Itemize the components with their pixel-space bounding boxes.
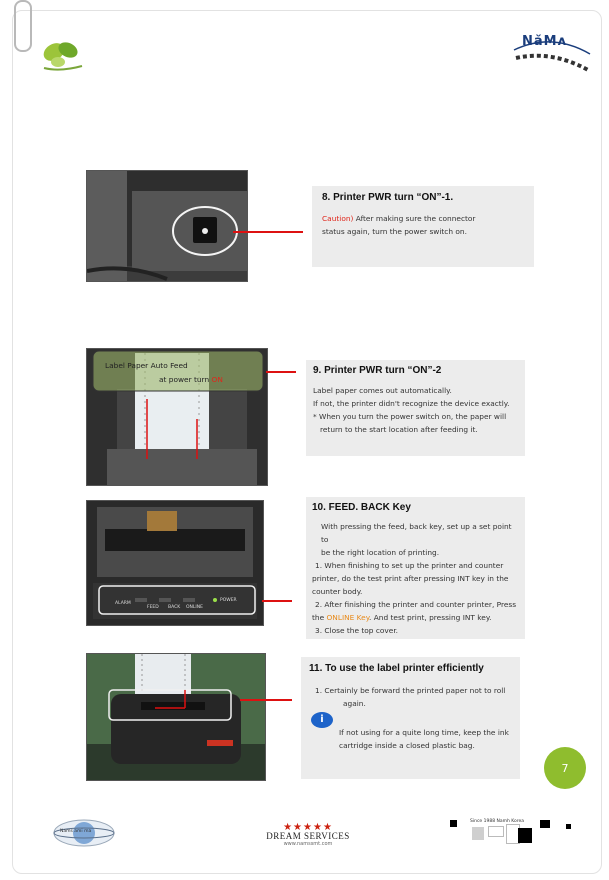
section-9-box xyxy=(306,360,525,456)
footer-square xyxy=(518,828,532,843)
company-logo xyxy=(512,28,592,78)
section-11-info2: cartridge inside a closed plastic bag. xyxy=(339,741,475,750)
panel-online: ONLINE xyxy=(186,605,203,610)
footer-square xyxy=(472,827,484,840)
footer-left-text: Nams ami ma xyxy=(60,829,92,834)
section-8-box xyxy=(312,186,534,267)
feed-back-key-photo xyxy=(86,500,264,626)
section-11-item1-1: 1. Certainly be forward the printed paper not to roll xyxy=(315,686,506,695)
footer-square xyxy=(450,820,457,827)
section-10-item1-3: counter body. xyxy=(312,587,363,596)
power-switch-photo xyxy=(86,170,248,282)
info-icon: i xyxy=(311,712,333,728)
section-9-line2: If not, the printer didn't recognize the device exactly. xyxy=(313,399,510,408)
overlay-line1: Label Paper Auto Feed xyxy=(105,361,188,370)
section-10-item3: 3. Close the top cover. xyxy=(315,626,399,635)
online-key-text: ONLINE Key xyxy=(326,613,370,622)
butterfly-icon xyxy=(40,38,86,82)
logo-text: NăMʌ xyxy=(522,34,568,49)
section-10-item1-2: printer, do the test print after pressing INT key in the xyxy=(312,574,509,583)
section-9-note2: return to the start location after feeding it. xyxy=(320,425,478,434)
section-10-intro2: be the right location of printing. xyxy=(321,548,440,557)
caution-text: After making sure the connector xyxy=(353,214,476,223)
section-9-line1: Label paper comes out automatically. xyxy=(313,386,452,395)
section-10-intro1: With pressing the feed, back key, set up a set point to xyxy=(321,522,512,544)
footer-square xyxy=(566,824,571,829)
panel-alarm: ALARM xyxy=(115,601,131,606)
caution-label: Caution) xyxy=(322,214,354,223)
page-number: 7 xyxy=(544,747,586,789)
section-11-box xyxy=(301,657,520,779)
section-10-item2-pre: the xyxy=(312,613,327,622)
section-8-title: 8. Printer PWR turn “ON”-1. xyxy=(322,192,454,203)
section-10-item2-1: 2. After finishing the printer and counter printer, Press xyxy=(315,600,517,609)
paperclip-icon xyxy=(14,0,32,52)
pointer-arrow-8 xyxy=(233,231,303,233)
section-8-line2: status again, turn the power switch on. xyxy=(322,227,467,236)
section-9-title: 9. Printer PWR turn “ON”-2 xyxy=(313,365,442,376)
pointer-arrow-9 xyxy=(266,371,296,373)
pointer-arrow-11 xyxy=(240,699,292,701)
footer-square xyxy=(540,820,550,828)
footer-since: Since 1988 Namh Korea xyxy=(470,819,525,824)
footer-square xyxy=(488,826,504,837)
label-printer-photo xyxy=(86,653,266,781)
panel-power: POWER xyxy=(220,598,237,603)
section-11-info1: If not using for a quite long time, keep the ink xyxy=(339,728,509,737)
footer-url: www.namssmt.com xyxy=(283,841,333,847)
section-10-item2-post: . And test print, pressing INT key. xyxy=(369,613,492,622)
section-11-item1-2: again. xyxy=(343,699,366,708)
panel-back: BACK xyxy=(168,605,181,610)
footer-stars: ★★★★★ xyxy=(283,822,333,833)
pointer-arrow-10 xyxy=(262,600,292,602)
section-10-title: 10. FEED. BACK Key xyxy=(312,502,411,513)
section-10-box xyxy=(306,497,525,639)
overlay-on: ON xyxy=(211,375,223,384)
section-9-note1: * When you turn the power switch on, the paper will xyxy=(313,412,507,421)
footer-globe-logo xyxy=(52,818,116,852)
footer-brand xyxy=(258,822,358,847)
footer-dream-services: DREAM SERVICES xyxy=(266,831,350,841)
section-10-item1-1: 1. When finishing to set up the printer and counter xyxy=(315,561,504,570)
section-11-title: 11. To use the label printer efficiently xyxy=(309,663,484,674)
auto-feed-photo xyxy=(86,348,268,486)
panel-feed: FEED xyxy=(147,605,159,610)
overlay-line2: at power turn xyxy=(159,375,210,384)
